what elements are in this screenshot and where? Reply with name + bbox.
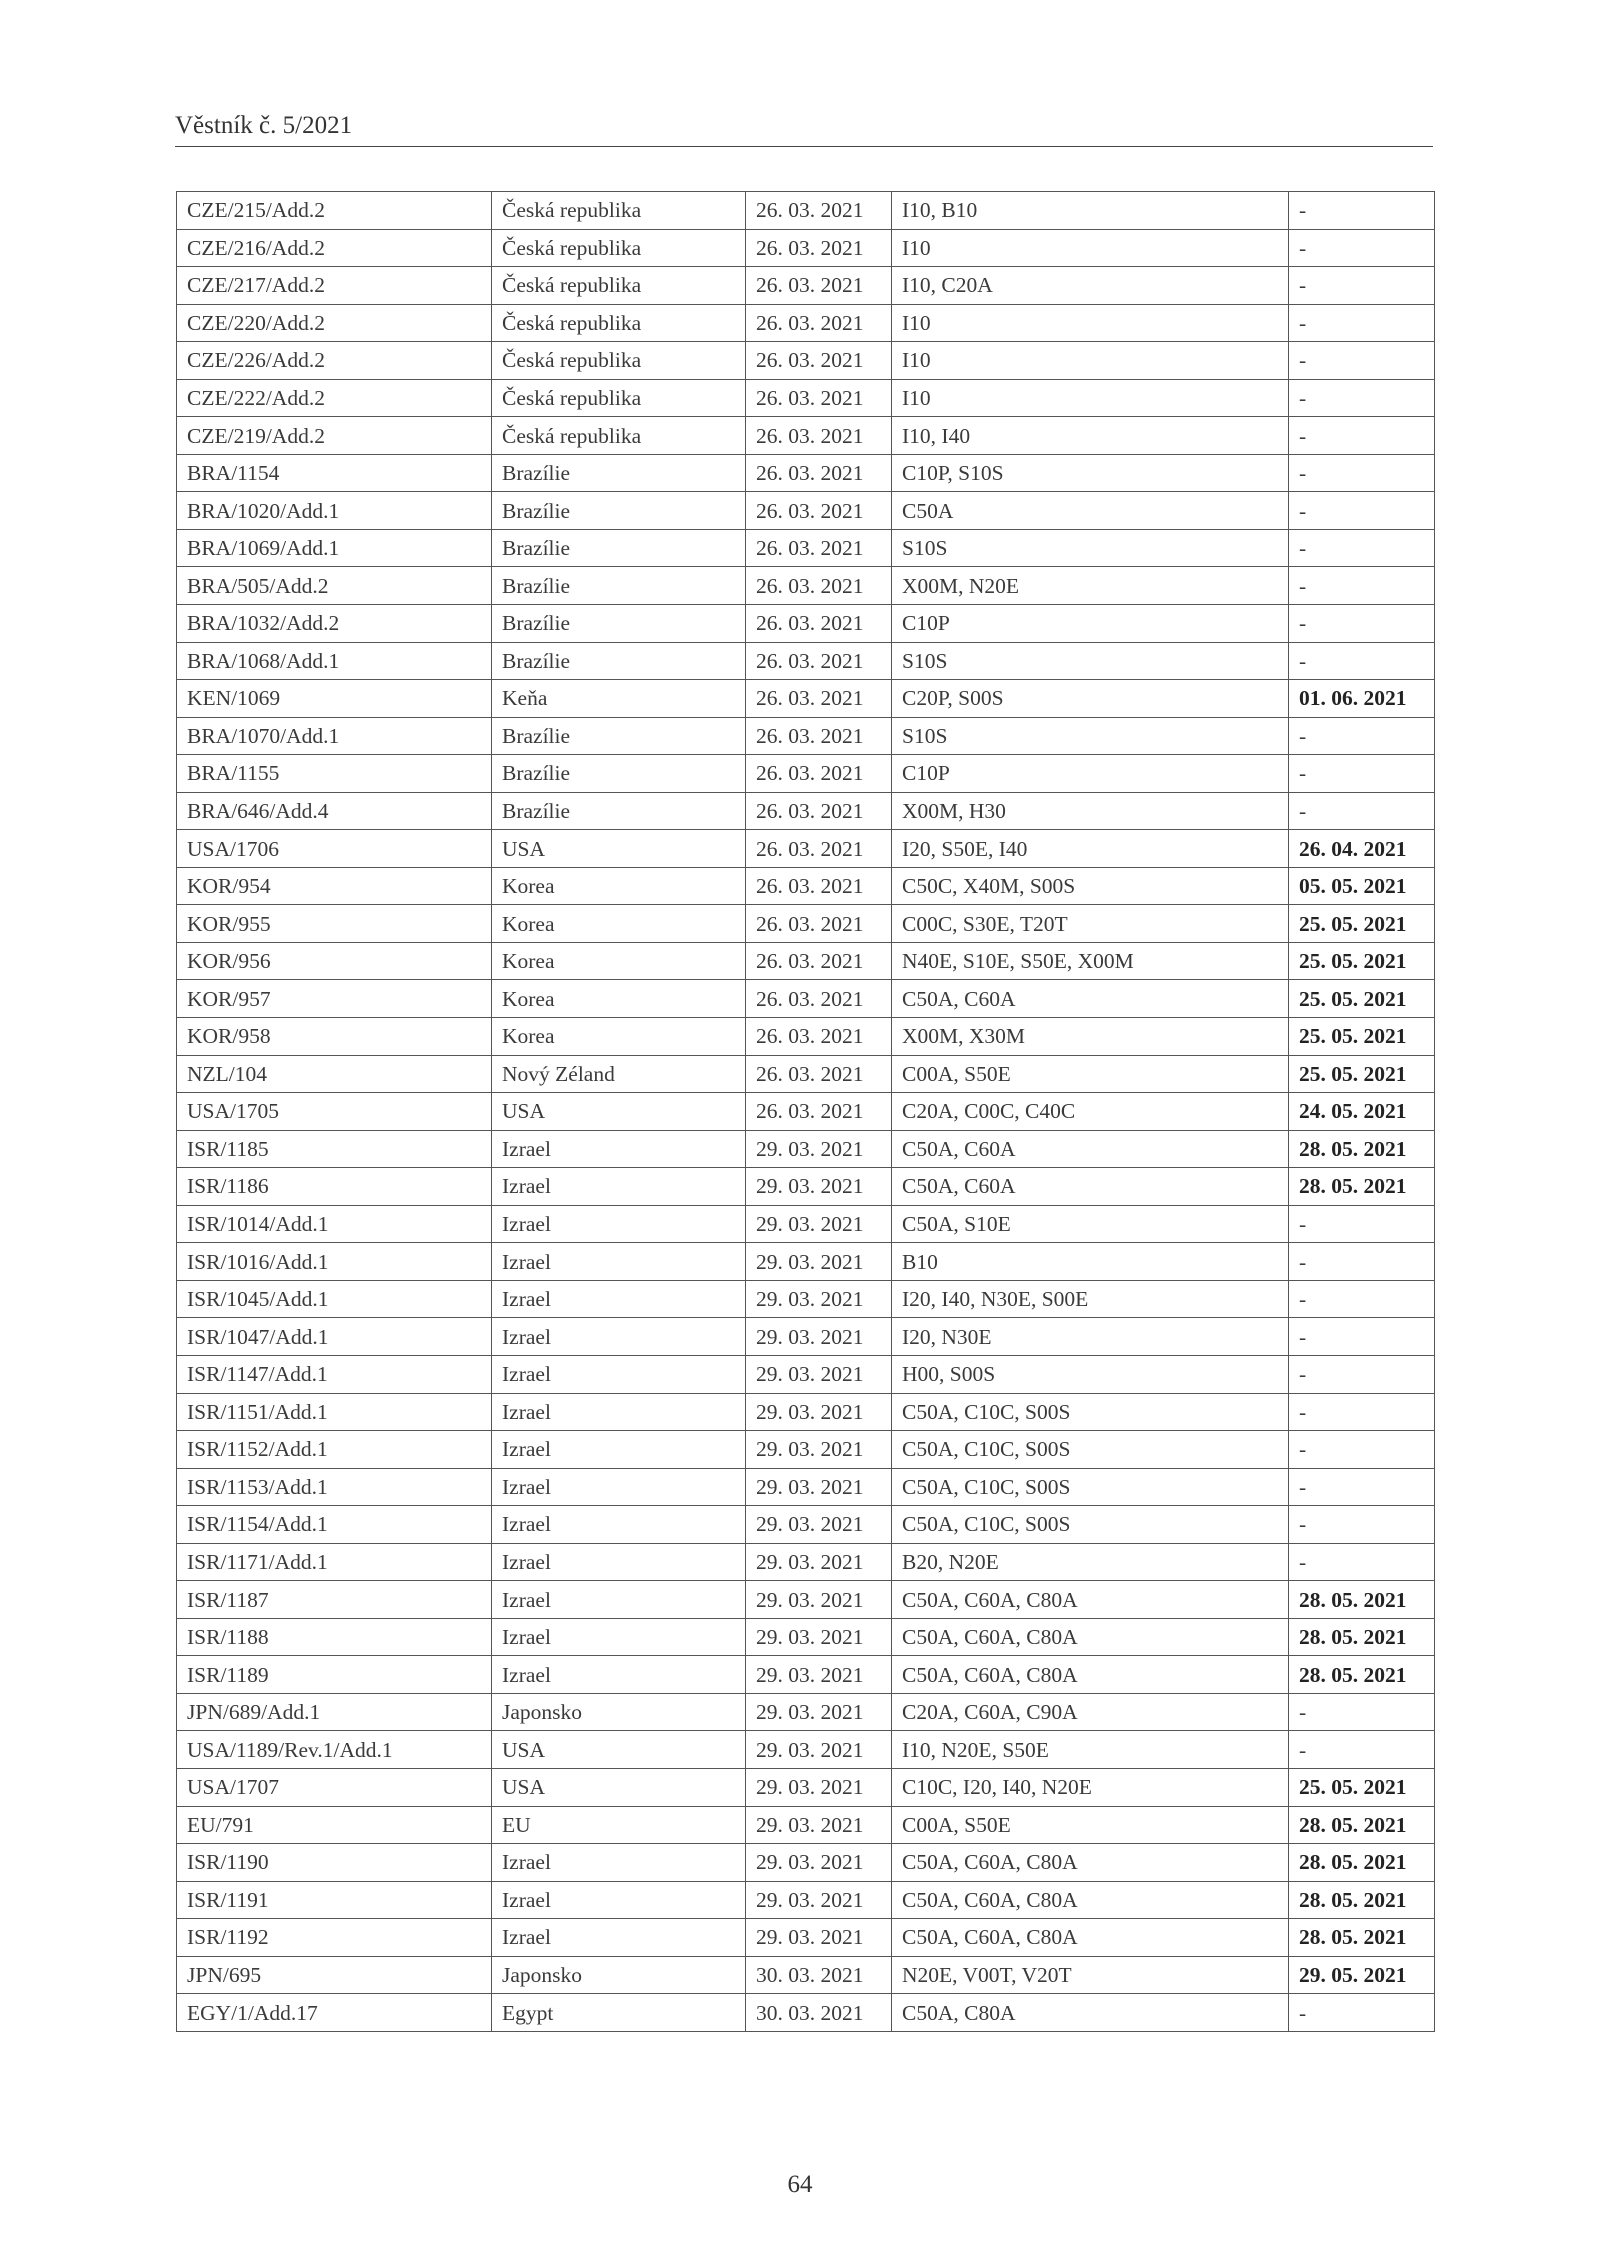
country-cell: Izrael [492, 1543, 746, 1581]
deadline-cell: - [1289, 755, 1435, 793]
date-cell: 26. 03. 2021 [746, 267, 892, 305]
date-cell: 26. 03. 2021 [746, 1055, 892, 1093]
table-row [177, 605, 1435, 643]
codes-cell: C50A, S10E [892, 1205, 1289, 1243]
deadline-cell: 25. 05. 2021 [1289, 942, 1435, 980]
deadline-cell: - [1289, 1994, 1435, 2032]
deadline-cell: - [1289, 529, 1435, 567]
deadline-cell: 05. 05. 2021 [1289, 867, 1435, 905]
reference-cell: CZE/216/Add.2 [177, 229, 492, 267]
table-row [177, 529, 1435, 567]
codes-cell: I10 [892, 379, 1289, 417]
date-cell: 29. 03. 2021 [746, 1393, 892, 1431]
deadline-cell: 28. 05. 2021 [1289, 1130, 1435, 1168]
country-cell: Izrael [492, 1919, 746, 1957]
country-cell: Brazílie [492, 529, 746, 567]
table-row [177, 1468, 1435, 1506]
country-cell: Japonsko [492, 1693, 746, 1731]
deadline-cell: - [1289, 1243, 1435, 1281]
table-row [177, 229, 1435, 267]
deadline-cell: 25. 05. 2021 [1289, 1018, 1435, 1056]
country-cell: Izrael [492, 1130, 746, 1168]
table-row [177, 905, 1435, 943]
table-row [177, 1806, 1435, 1844]
deadline-cell: 28. 05. 2021 [1289, 1919, 1435, 1957]
reference-cell: KOR/955 [177, 905, 492, 943]
deadline-cell: 24. 05. 2021 [1289, 1093, 1435, 1131]
date-cell: 26. 03. 2021 [746, 417, 892, 455]
date-cell: 29. 03. 2021 [746, 1280, 892, 1318]
country-cell: Keňa [492, 680, 746, 718]
country-cell: USA [492, 1731, 746, 1769]
codes-cell: I10 [892, 229, 1289, 267]
table-row [177, 1543, 1435, 1581]
codes-cell: I10, I40 [892, 417, 1289, 455]
deadline-cell: - [1289, 1468, 1435, 1506]
codes-cell: I10, N20E, S50E [892, 1731, 1289, 1769]
date-cell: 29. 03. 2021 [746, 1693, 892, 1731]
reference-cell: ISR/1187 [177, 1581, 492, 1619]
codes-cell: C50A, C60A, C80A [892, 1618, 1289, 1656]
reference-cell: KOR/956 [177, 942, 492, 980]
country-cell: Brazílie [492, 605, 746, 643]
deadline-cell: 28. 05. 2021 [1289, 1844, 1435, 1882]
date-cell: 26. 03. 2021 [746, 229, 892, 267]
table-row [177, 1318, 1435, 1356]
deadline-cell: - [1289, 342, 1435, 380]
date-cell: 29. 03. 2021 [746, 1506, 892, 1544]
reference-cell: CZE/217/Add.2 [177, 267, 492, 305]
date-cell: 29. 03. 2021 [746, 1844, 892, 1882]
date-cell: 26. 03. 2021 [746, 492, 892, 530]
codes-cell: I20, N30E [892, 1318, 1289, 1356]
deadline-cell: 25. 05. 2021 [1289, 1055, 1435, 1093]
notifications-table-body [177, 192, 1435, 2032]
country-cell: Egypt [492, 1994, 746, 2032]
date-cell: 26. 03. 2021 [746, 379, 892, 417]
codes-cell: C20A, C60A, C90A [892, 1693, 1289, 1731]
date-cell: 26. 03. 2021 [746, 529, 892, 567]
table-row [177, 1693, 1435, 1731]
deadline-cell: - [1289, 1393, 1435, 1431]
date-cell: 29. 03. 2021 [746, 1205, 892, 1243]
country-cell: Česká republika [492, 304, 746, 342]
reference-cell: CZE/219/Add.2 [177, 417, 492, 455]
date-cell: 26. 03. 2021 [746, 792, 892, 830]
reference-cell: CZE/222/Add.2 [177, 379, 492, 417]
codes-cell: H00, S00S [892, 1355, 1289, 1393]
deadline-cell: - [1289, 1318, 1435, 1356]
date-cell: 29. 03. 2021 [746, 1468, 892, 1506]
deadline-cell: - [1289, 605, 1435, 643]
table-row [177, 492, 1435, 530]
bulletin-title: Věstník č. 5/2021 [175, 112, 353, 139]
reference-cell: ISR/1189 [177, 1656, 492, 1694]
deadline-cell: 25. 05. 2021 [1289, 905, 1435, 943]
table-row [177, 1618, 1435, 1656]
codes-cell: X00M, X30M [892, 1018, 1289, 1056]
deadline-cell: - [1289, 1693, 1435, 1731]
date-cell: 26. 03. 2021 [746, 755, 892, 793]
date-cell: 26. 03. 2021 [746, 830, 892, 868]
deadline-cell: - [1289, 717, 1435, 755]
codes-cell: I20, I40, N30E, S00E [892, 1280, 1289, 1318]
deadline-cell: - [1289, 492, 1435, 530]
table-row [177, 379, 1435, 417]
date-cell: 29. 03. 2021 [746, 1243, 892, 1281]
date-cell: 26. 03. 2021 [746, 942, 892, 980]
codes-cell: S10S [892, 717, 1289, 755]
reference-cell: BRA/505/Add.2 [177, 567, 492, 605]
date-cell: 29. 03. 2021 [746, 1806, 892, 1844]
codes-cell: C20A, C00C, C40C [892, 1093, 1289, 1131]
date-cell: 29. 03. 2021 [746, 1543, 892, 1581]
country-cell: Izrael [492, 1205, 746, 1243]
notifications-table [176, 191, 1435, 2032]
reference-cell: BRA/1069/Add.1 [177, 529, 492, 567]
country-cell: Brazílie [492, 717, 746, 755]
table-row [177, 755, 1435, 793]
codes-cell: C10P [892, 605, 1289, 643]
country-cell: Brazílie [492, 792, 746, 830]
reference-cell: KEN/1069 [177, 680, 492, 718]
table-row [177, 717, 1435, 755]
table-row [177, 1168, 1435, 1206]
reference-cell: CZE/226/Add.2 [177, 342, 492, 380]
reference-cell: ISR/1045/Add.1 [177, 1280, 492, 1318]
country-cell: Izrael [492, 1468, 746, 1506]
table-row [177, 1130, 1435, 1168]
reference-cell: BRA/1154 [177, 454, 492, 492]
codes-cell: I10 [892, 342, 1289, 380]
reference-cell: BRA/1032/Add.2 [177, 605, 492, 643]
deadline-cell: - [1289, 567, 1435, 605]
table-row [177, 1919, 1435, 1957]
codes-cell: C50A, C10C, S00S [892, 1431, 1289, 1469]
codes-cell: C50A, C80A [892, 1994, 1289, 2032]
reference-cell: ISR/1151/Add.1 [177, 1393, 492, 1431]
date-cell: 29. 03. 2021 [746, 1618, 892, 1656]
codes-cell: B10 [892, 1243, 1289, 1281]
deadline-cell: - [1289, 267, 1435, 305]
codes-cell: C50A, C60A, C80A [892, 1919, 1289, 1957]
date-cell: 29. 03. 2021 [746, 1581, 892, 1619]
date-cell: 26. 03. 2021 [746, 605, 892, 643]
date-cell: 29. 03. 2021 [746, 1731, 892, 1769]
reference-cell: USA/1706 [177, 830, 492, 868]
date-cell: 26. 03. 2021 [746, 304, 892, 342]
table-row [177, 454, 1435, 492]
codes-cell: C00A, S50E [892, 1806, 1289, 1844]
codes-cell: S10S [892, 642, 1289, 680]
country-cell: Korea [492, 980, 746, 1018]
date-cell: 29. 03. 2021 [746, 1168, 892, 1206]
codes-cell: I20, S50E, I40 [892, 830, 1289, 868]
country-cell: Izrael [492, 1881, 746, 1919]
country-cell: Brazílie [492, 755, 746, 793]
table-row [177, 304, 1435, 342]
table-row [177, 1355, 1435, 1393]
country-cell: Brazílie [492, 492, 746, 530]
reference-cell: ISR/1186 [177, 1168, 492, 1206]
country-cell: Brazílie [492, 567, 746, 605]
codes-cell: N20E, V00T, V20T [892, 1956, 1289, 1994]
codes-cell: C50A, C60A [892, 1130, 1289, 1168]
table-row [177, 792, 1435, 830]
date-cell: 26. 03. 2021 [746, 342, 892, 380]
country-cell: Korea [492, 1018, 746, 1056]
codes-cell: C20P, S00S [892, 680, 1289, 718]
country-cell: Izrael [492, 1355, 746, 1393]
country-cell: Izrael [492, 1844, 746, 1882]
codes-cell: C50A, C60A [892, 980, 1289, 1018]
date-cell: 26. 03. 2021 [746, 980, 892, 1018]
reference-cell: ISR/1190 [177, 1844, 492, 1882]
table-row [177, 1243, 1435, 1281]
date-cell: 29. 03. 2021 [746, 1768, 892, 1806]
codes-cell: X00M, N20E [892, 567, 1289, 605]
reference-cell: ISR/1047/Add.1 [177, 1318, 492, 1356]
date-cell: 26. 03. 2021 [746, 567, 892, 605]
reference-cell: ISR/1154/Add.1 [177, 1506, 492, 1544]
date-cell: 26. 03. 2021 [746, 905, 892, 943]
deadline-cell: 25. 05. 2021 [1289, 1768, 1435, 1806]
page-number: 64 [787, 2171, 813, 2198]
country-cell: EU [492, 1806, 746, 1844]
table-row [177, 1656, 1435, 1694]
table-row [177, 1093, 1435, 1131]
table-row [177, 1581, 1435, 1619]
date-cell: 26. 03. 2021 [746, 454, 892, 492]
deadline-cell: - [1289, 304, 1435, 342]
codes-cell: C10P, S10S [892, 454, 1289, 492]
country-cell: Česká republika [492, 342, 746, 380]
country-cell: Izrael [492, 1318, 746, 1356]
codes-cell: I10, C20A [892, 267, 1289, 305]
deadline-cell: 28. 05. 2021 [1289, 1618, 1435, 1656]
codes-cell: C50C, X40M, S00S [892, 867, 1289, 905]
country-cell: USA [492, 1768, 746, 1806]
reference-cell: ISR/1191 [177, 1881, 492, 1919]
deadline-cell: - [1289, 229, 1435, 267]
codes-cell: C50A [892, 492, 1289, 530]
codes-cell: C10P [892, 755, 1289, 793]
deadline-cell: - [1289, 417, 1435, 455]
country-cell: Izrael [492, 1280, 746, 1318]
deadline-cell: - [1289, 379, 1435, 417]
country-cell: Izrael [492, 1431, 746, 1469]
table-row [177, 642, 1435, 680]
deadline-cell: - [1289, 1431, 1435, 1469]
table-row [177, 1881, 1435, 1919]
reference-cell: CZE/215/Add.2 [177, 192, 492, 230]
country-cell: Česká republika [492, 267, 746, 305]
date-cell: 30. 03. 2021 [746, 1956, 892, 1994]
reference-cell: ISR/1147/Add.1 [177, 1355, 492, 1393]
deadline-cell: 28. 05. 2021 [1289, 1656, 1435, 1694]
country-cell: USA [492, 830, 746, 868]
codes-cell: N40E, S10E, S50E, X00M [892, 942, 1289, 980]
deadline-cell: - [1289, 1506, 1435, 1544]
table-row [177, 1205, 1435, 1243]
codes-cell: C50A, C60A [892, 1168, 1289, 1206]
country-cell: Izrael [492, 1243, 746, 1281]
deadline-cell: - [1289, 1205, 1435, 1243]
reference-cell: EGY/1/Add.17 [177, 1994, 492, 2032]
codes-cell: C00A, S50E [892, 1055, 1289, 1093]
reference-cell: JPN/689/Add.1 [177, 1693, 492, 1731]
reference-cell: BRA/1070/Add.1 [177, 717, 492, 755]
table-row [177, 1431, 1435, 1469]
deadline-cell: - [1289, 454, 1435, 492]
date-cell: 29. 03. 2021 [746, 1881, 892, 1919]
deadline-cell: 28. 05. 2021 [1289, 1168, 1435, 1206]
reference-cell: ISR/1014/Add.1 [177, 1205, 492, 1243]
codes-cell: C50A, C10C, S00S [892, 1393, 1289, 1431]
reference-cell: KOR/958 [177, 1018, 492, 1056]
reference-cell: USA/1707 [177, 1768, 492, 1806]
codes-cell: C50A, C60A, C80A [892, 1656, 1289, 1694]
date-cell: 29. 03. 2021 [746, 1656, 892, 1694]
country-cell: Izrael [492, 1618, 746, 1656]
reference-cell: ISR/1152/Add.1 [177, 1431, 492, 1469]
reference-cell: BRA/1068/Add.1 [177, 642, 492, 680]
codes-cell: S10S [892, 529, 1289, 567]
reference-cell: ISR/1185 [177, 1130, 492, 1168]
country-cell: Korea [492, 942, 746, 980]
date-cell: 26. 03. 2021 [746, 717, 892, 755]
deadline-cell: 25. 05. 2021 [1289, 980, 1435, 1018]
reference-cell: NZL/104 [177, 1055, 492, 1093]
deadline-cell: 28. 05. 2021 [1289, 1806, 1435, 1844]
country-cell: Česká republika [492, 417, 746, 455]
country-cell: Korea [492, 867, 746, 905]
deadline-cell: - [1289, 192, 1435, 230]
table-row [177, 942, 1435, 980]
reference-cell: KOR/954 [177, 867, 492, 905]
country-cell: Izrael [492, 1168, 746, 1206]
deadline-cell: - [1289, 1543, 1435, 1581]
codes-cell: C50A, C60A, C80A [892, 1844, 1289, 1882]
codes-cell: C50A, C60A, C80A [892, 1581, 1289, 1619]
reference-cell: BRA/1155 [177, 755, 492, 793]
deadline-cell: - [1289, 642, 1435, 680]
date-cell: 29. 03. 2021 [746, 1355, 892, 1393]
date-cell: 29. 03. 2021 [746, 1919, 892, 1957]
table-row [177, 1506, 1435, 1544]
deadline-cell: 01. 06. 2021 [1289, 680, 1435, 718]
codes-cell: C00C, S30E, T20T [892, 905, 1289, 943]
reference-cell: ISR/1153/Add.1 [177, 1468, 492, 1506]
reference-cell: ISR/1188 [177, 1618, 492, 1656]
deadline-cell: 29. 05. 2021 [1289, 1956, 1435, 1994]
reference-cell: JPN/695 [177, 1956, 492, 1994]
table-row [177, 342, 1435, 380]
table-row [177, 1393, 1435, 1431]
country-cell: Brazílie [492, 454, 746, 492]
deadline-cell: - [1289, 1280, 1435, 1318]
date-cell: 26. 03. 2021 [746, 192, 892, 230]
codes-cell: X00M, H30 [892, 792, 1289, 830]
deadline-cell: 26. 04. 2021 [1289, 830, 1435, 868]
date-cell: 26. 03. 2021 [746, 1093, 892, 1131]
table-row [177, 267, 1435, 305]
reference-cell: CZE/220/Add.2 [177, 304, 492, 342]
table-row [177, 417, 1435, 455]
table-row [177, 192, 1435, 230]
table-row [177, 1956, 1435, 1994]
country-cell: Izrael [492, 1581, 746, 1619]
deadline-cell: - [1289, 1355, 1435, 1393]
country-cell: Korea [492, 905, 746, 943]
reference-cell: ISR/1192 [177, 1919, 492, 1957]
reference-cell: USA/1705 [177, 1093, 492, 1131]
reference-cell: ISR/1171/Add.1 [177, 1543, 492, 1581]
table-row [177, 830, 1435, 868]
date-cell: 26. 03. 2021 [746, 1018, 892, 1056]
date-cell: 29. 03. 2021 [746, 1431, 892, 1469]
table-row [177, 1844, 1435, 1882]
codes-cell: B20, N20E [892, 1543, 1289, 1581]
date-cell: 29. 03. 2021 [746, 1318, 892, 1356]
reference-cell: BRA/1020/Add.1 [177, 492, 492, 530]
table-row [177, 567, 1435, 605]
country-cell: USA [492, 1093, 746, 1131]
deadline-cell: 28. 05. 2021 [1289, 1581, 1435, 1619]
date-cell: 26. 03. 2021 [746, 867, 892, 905]
codes-cell: C10C, I20, I40, N20E [892, 1768, 1289, 1806]
country-cell: Česká republika [492, 229, 746, 267]
reference-cell: EU/791 [177, 1806, 492, 1844]
country-cell: Izrael [492, 1506, 746, 1544]
table-row [177, 1768, 1435, 1806]
country-cell: Česká republika [492, 379, 746, 417]
page-header [175, 112, 1433, 147]
table-row [177, 1280, 1435, 1318]
table-row [177, 867, 1435, 905]
country-cell: Brazílie [492, 642, 746, 680]
codes-cell: C50A, C10C, S00S [892, 1506, 1289, 1544]
country-cell: Izrael [492, 1656, 746, 1694]
deadline-cell: - [1289, 1731, 1435, 1769]
deadline-cell: 28. 05. 2021 [1289, 1881, 1435, 1919]
date-cell: 26. 03. 2021 [746, 642, 892, 680]
date-cell: 30. 03. 2021 [746, 1994, 892, 2032]
country-cell: Česká republika [492, 192, 746, 230]
table-row [177, 1055, 1435, 1093]
reference-cell: KOR/957 [177, 980, 492, 1018]
codes-cell: I10, B10 [892, 192, 1289, 230]
table-row [177, 1994, 1435, 2032]
reference-cell: ISR/1016/Add.1 [177, 1243, 492, 1281]
codes-cell: I10 [892, 304, 1289, 342]
table-row [177, 1018, 1435, 1056]
codes-cell: C50A, C10C, S00S [892, 1468, 1289, 1506]
reference-cell: USA/1189/Rev.1/Add.1 [177, 1731, 492, 1769]
codes-cell: C50A, C60A, C80A [892, 1881, 1289, 1919]
table-row [177, 680, 1435, 718]
country-cell: Izrael [492, 1393, 746, 1431]
date-cell: 29. 03. 2021 [746, 1130, 892, 1168]
country-cell: Nový Zéland [492, 1055, 746, 1093]
table-row [177, 980, 1435, 1018]
reference-cell: BRA/646/Add.4 [177, 792, 492, 830]
deadline-cell: - [1289, 792, 1435, 830]
date-cell: 26. 03. 2021 [746, 680, 892, 718]
table-row [177, 1731, 1435, 1769]
country-cell: Japonsko [492, 1956, 746, 1994]
